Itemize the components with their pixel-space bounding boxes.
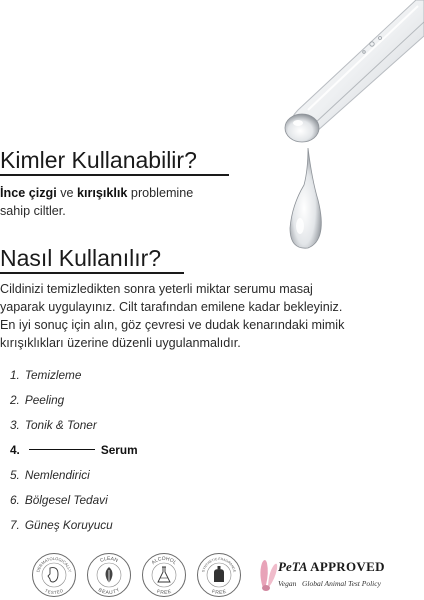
leaf-icon bbox=[106, 567, 113, 583]
step-pointer-line bbox=[29, 449, 95, 450]
flask-icon bbox=[158, 567, 170, 582]
badge-bottom-text: TESTED bbox=[44, 587, 64, 596]
perfume-bottle-icon bbox=[214, 566, 224, 582]
step-label: Güneş Koruyucu bbox=[24, 517, 113, 532]
synthetic-fragrance-free-badge bbox=[196, 552, 242, 598]
step-label: Nemlendirici bbox=[24, 467, 90, 482]
svg-text:TESTED bbox=[44, 588, 64, 595]
test-policy-label: Global Animal Test Policy bbox=[301, 579, 381, 588]
instruction-line: Cildinizi temizledikten sonra yeterli miktar serumu masaj bbox=[0, 282, 313, 296]
instruction-line: En iyi sonuç için alın, göz çevresi ve dudak kenarındaki mimik bbox=[0, 318, 345, 332]
step-label: Tonik & Toner bbox=[24, 417, 97, 432]
how-to-use-title: Nasıl Kullanılır? bbox=[0, 245, 162, 271]
peta-approved-title bbox=[278, 559, 385, 575]
badge-top-text: CLEAN bbox=[99, 555, 119, 564]
badge-bottom-text: FREE bbox=[210, 588, 228, 597]
badge-bottom-text: FREE bbox=[155, 588, 173, 597]
routine-steps-list bbox=[10, 362, 138, 537]
step-number: 3. bbox=[10, 417, 20, 432]
text-connector: ve bbox=[56, 186, 78, 200]
step-item bbox=[10, 487, 138, 512]
step-number: 7. bbox=[10, 517, 20, 532]
step-item bbox=[10, 512, 138, 537]
step-number: 2. bbox=[10, 392, 20, 407]
bunny-ears-icon bbox=[256, 555, 278, 593]
who-can-use-title: Kimler Kullanabilir? bbox=[0, 147, 197, 173]
badge-top-text: ALCOHOL bbox=[150, 555, 178, 567]
step-label: Serum bbox=[100, 442, 138, 457]
peta-approved-logo bbox=[256, 555, 424, 597]
wrinkles-term: kırışıklık bbox=[77, 186, 128, 200]
step-item bbox=[10, 412, 138, 437]
badge-top-text: SYNTHETIC FRAGRANCE bbox=[201, 556, 237, 573]
face-icon bbox=[48, 568, 58, 582]
step-item bbox=[10, 362, 138, 387]
step-number: 4. bbox=[10, 442, 20, 457]
step-label: Bölgesel Tedavi bbox=[24, 492, 108, 507]
instruction-line: kırışıklıkları üzerine düzenli uygulanmalıdır. bbox=[0, 336, 241, 350]
serum-dropper-illustration bbox=[268, 0, 424, 260]
step-item bbox=[10, 462, 138, 487]
peta-subtitle bbox=[278, 579, 381, 588]
peta-wordmark: PeTA bbox=[278, 559, 307, 574]
how-to-use-text bbox=[0, 280, 344, 352]
step-item bbox=[10, 387, 138, 412]
badge-top-text: DERMATOLOGICALLY bbox=[35, 555, 73, 573]
title-underline bbox=[0, 272, 184, 274]
text-line-2: sahip ciltler. bbox=[0, 204, 66, 218]
step-number: 5. bbox=[10, 467, 20, 482]
alcohol-free-badge bbox=[141, 552, 187, 598]
step-number: 1. bbox=[10, 367, 20, 382]
svg-text:FREE bbox=[211, 589, 228, 597]
step-label: Peeling bbox=[24, 392, 65, 407]
approved-label: APPROVED bbox=[310, 559, 385, 574]
fine-lines-term: İnce çizgi bbox=[0, 186, 57, 200]
badge-bottom-text: BEAUTY bbox=[97, 587, 121, 597]
text-tail: problemine bbox=[127, 186, 194, 200]
svg-text:FREE bbox=[156, 589, 173, 597]
vegan-label: Vegan bbox=[278, 579, 297, 588]
dermatologically-tested-badge bbox=[31, 552, 77, 598]
step-label: Temizleme bbox=[24, 367, 82, 382]
svg-text:ALCOHOL bbox=[151, 556, 178, 566]
who-can-use-text bbox=[0, 184, 193, 220]
title-underline bbox=[0, 174, 229, 176]
step-item-active bbox=[10, 437, 138, 462]
step-number: 6. bbox=[10, 492, 20, 507]
clean-beauty-badge bbox=[86, 552, 132, 598]
instruction-line: yaparak uygulayınız. Cilt tarafından emilene kadar bekleyiniz. bbox=[0, 300, 343, 314]
